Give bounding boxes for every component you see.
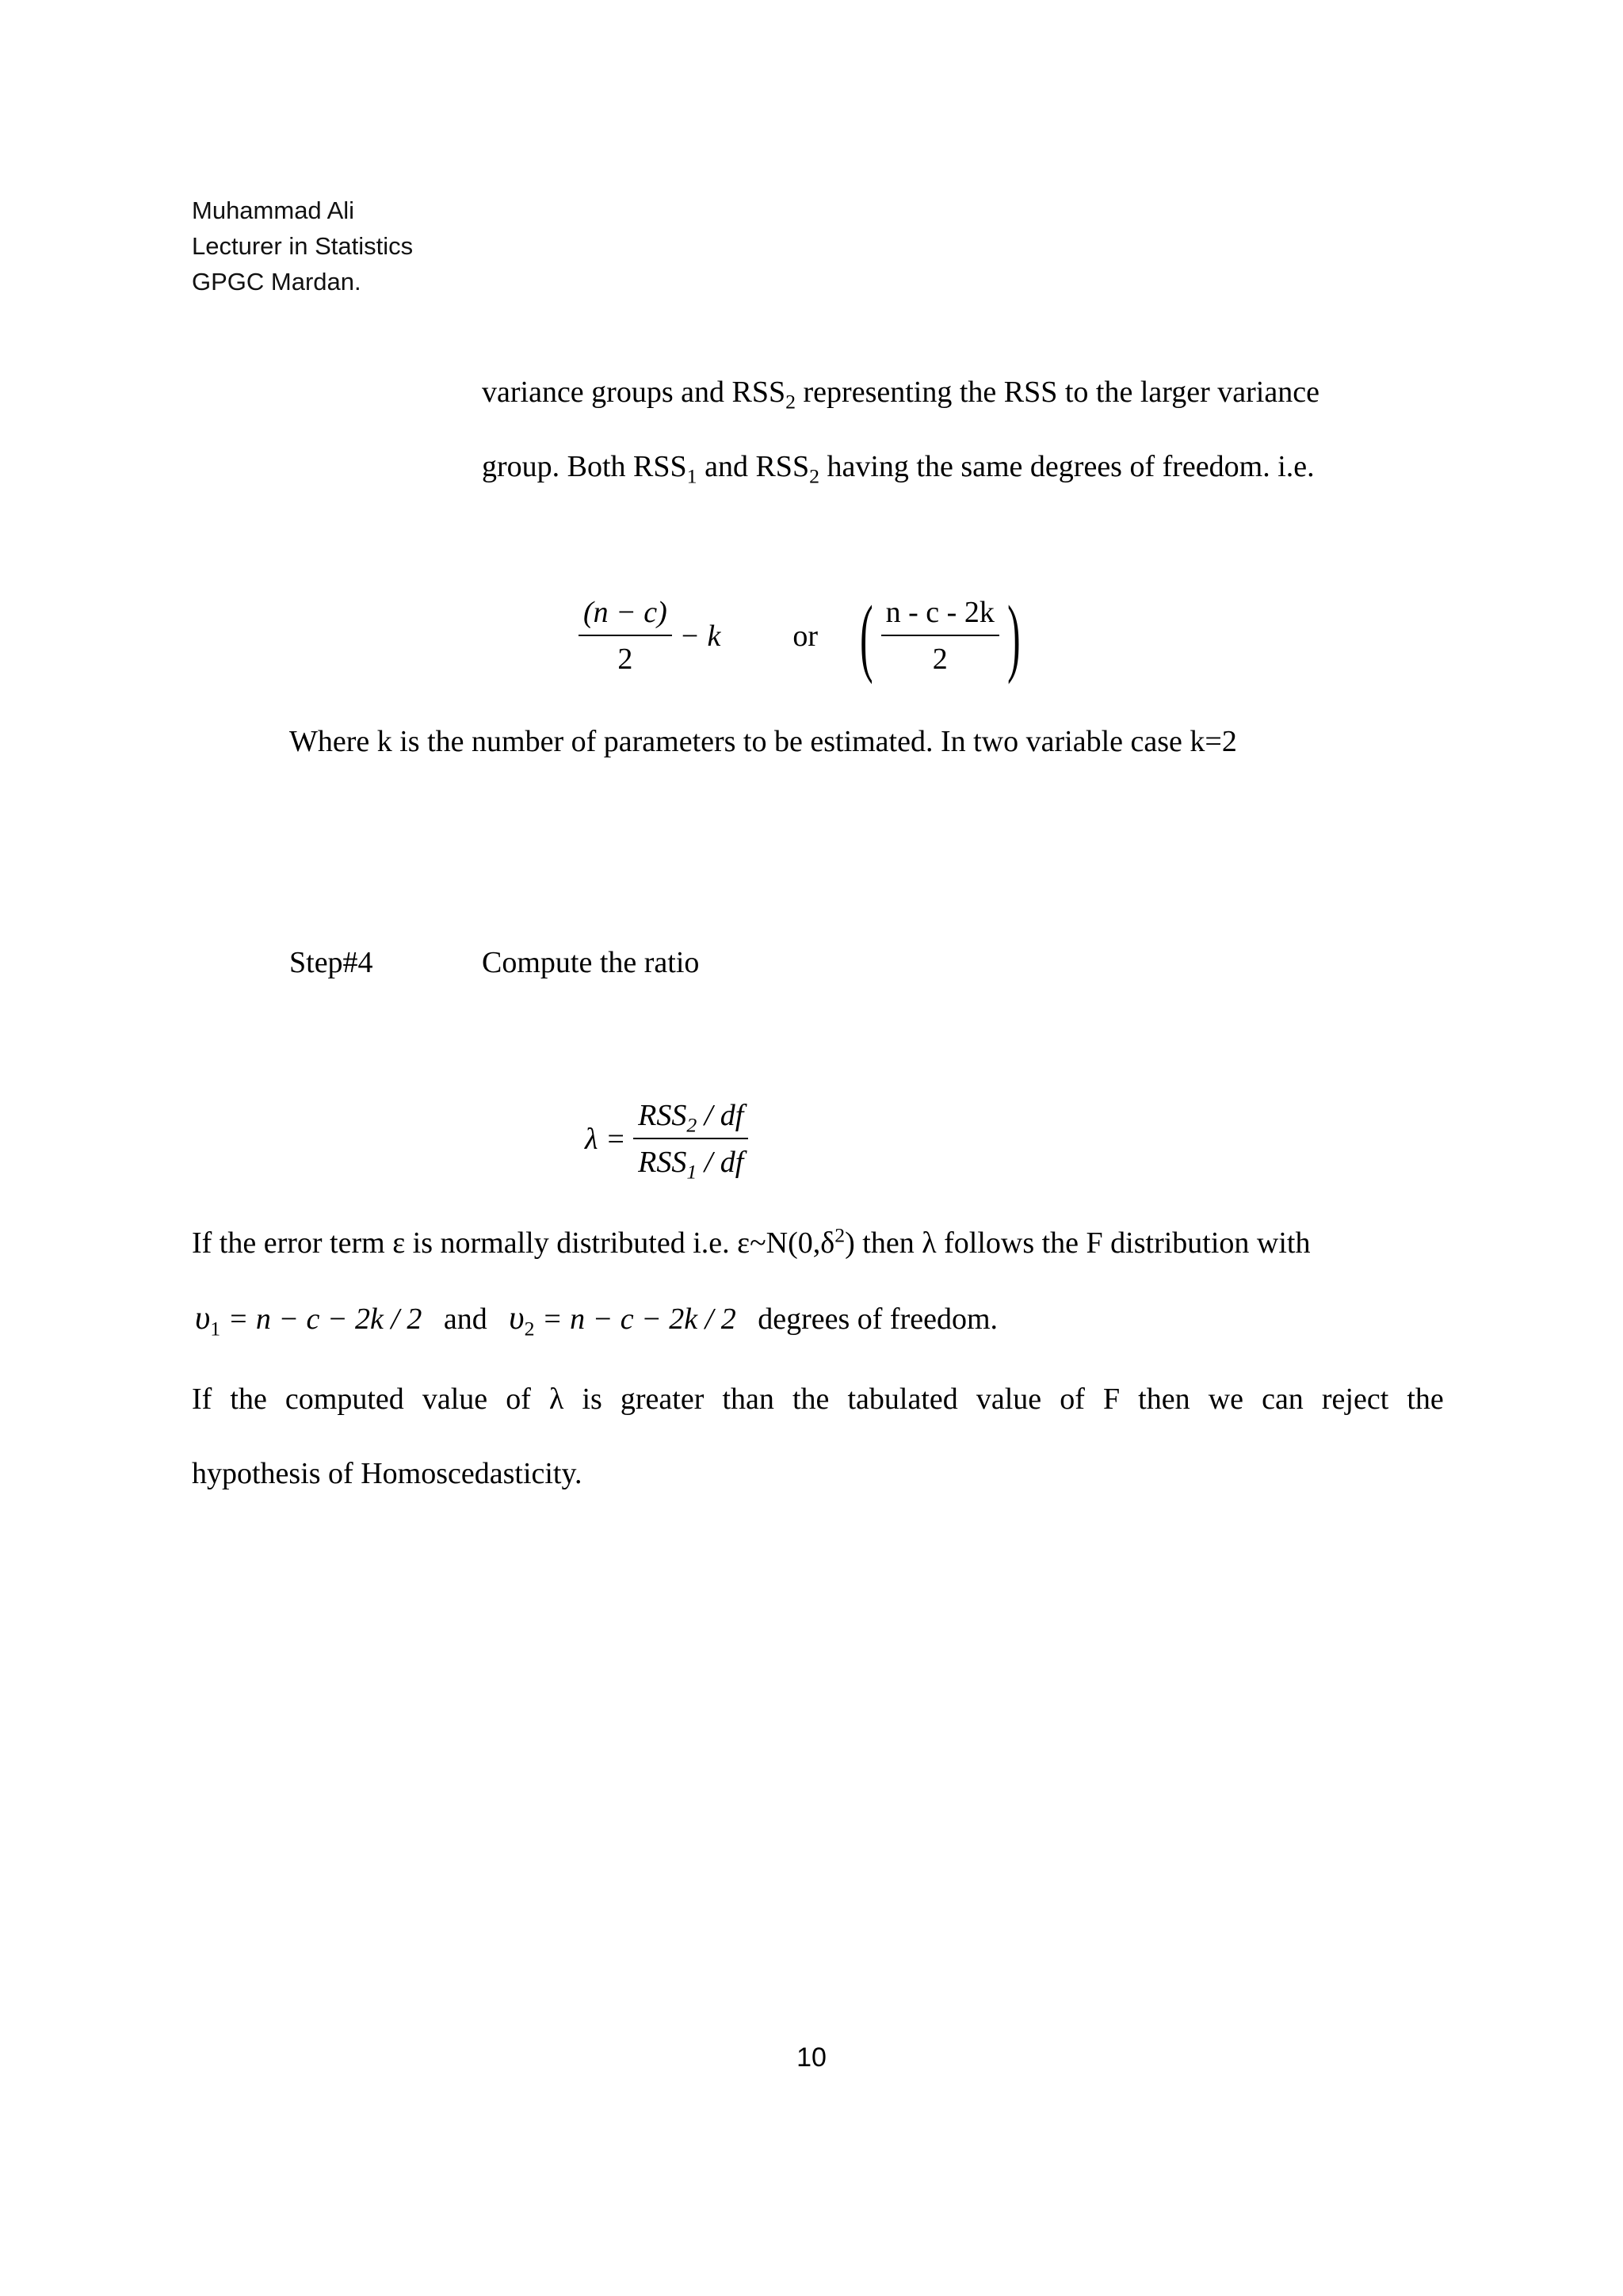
para3-word: of <box>506 1383 531 1416</box>
para3-word: tabulated <box>847 1383 958 1416</box>
step-text: Compute the ratio <box>482 946 700 979</box>
lambda-fraction: $\frac{RSS_2 / df}{RSS_1 / df}$ <box>633 1093 748 1185</box>
para3-word: greater <box>620 1383 705 1416</box>
where-text: Where k is the number of parameters to be estimated. In two variable case k=2 <box>289 725 1237 758</box>
dof-formula: $\frac{(n - c)}{2}$ − k or ( $\frac{n - c - 2k}{2}$ ) <box>579 590 1028 682</box>
para3-word: reject <box>1321 1383 1389 1416</box>
right-paren: ) <box>1006 588 1021 685</box>
para3-word: we <box>1208 1383 1243 1416</box>
para3-word: the <box>792 1383 830 1416</box>
left-fraction: $\frac{(n - c)}{2}$ <box>579 590 672 682</box>
author-title: Lecturer in Statistics <box>192 232 414 260</box>
para3-word: computed <box>285 1383 404 1416</box>
dof-line: $\upsilon_1 = n - c - 2k / 2$ and $\upsilon_2 = n - c - 2k / 2$ degrees of freedom. <box>195 1300 999 1341</box>
para1-line2: group. Both $RSS_1$ and $RSS_2$ having the same degrees of freedom. i.e. <box>482 450 1315 488</box>
author-header <box>192 193 413 299</box>
step-label: Step#4 <box>289 946 373 979</box>
page-number: 10 <box>796 2042 827 2073</box>
para3-word: the <box>230 1383 267 1416</box>
para3-line2: hypothesis of Homoscedasticity. <box>192 1457 582 1490</box>
para3-word: then <box>1138 1383 1190 1416</box>
para3-word: If <box>192 1383 212 1416</box>
para3-word: value <box>422 1383 488 1416</box>
or-word: or <box>792 620 818 653</box>
para3-word: F <box>1102 1383 1121 1416</box>
para3-word: is <box>582 1383 602 1416</box>
left-paren: ( <box>860 588 873 685</box>
para2: If the error term ε is normally distributed i.e. $\varepsilon\sim N(0,\delta^2)$ then λ follows the F distribution with <box>192 1223 1311 1260</box>
lambda-formula: λ = $\frac{RSS_2 / df}{RSS_1 / df}$ <box>585 1093 748 1185</box>
right-fraction: $\frac{n - c - 2k}{2}$ <box>881 590 999 682</box>
para3-word: value <box>976 1383 1042 1416</box>
para3-word: of <box>1060 1383 1085 1416</box>
author-institution: GPGC Mardan. <box>192 268 361 296</box>
author-name: Muhammad Ali <box>192 196 355 224</box>
para3-word: can <box>1262 1383 1304 1416</box>
para3-line1 <box>192 1382 1444 1417</box>
para1-line1: variance groups and $RSS_2$ representing the RSS to the larger variance <box>482 376 1319 414</box>
para3-word: than <box>722 1383 774 1416</box>
para3-word: λ <box>548 1383 564 1416</box>
para3-word: the <box>1407 1383 1444 1416</box>
